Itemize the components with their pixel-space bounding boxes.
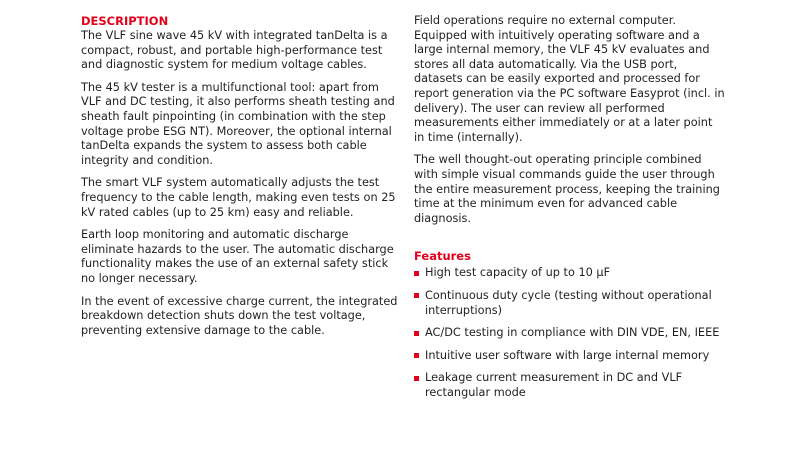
square-bullet-icon <box>414 376 419 381</box>
description-paragraph: The VLF sine wave 45 kV with integrated tanDelta is a compact, robust, and portable high-performance test and diagnostic system for medium voltage cables. <box>81 29 388 72</box>
feature-item <box>414 371 726 400</box>
square-bullet-icon <box>414 331 419 336</box>
description-paragraph: The 45 kV tester is a multifunctional tool: apart from VLF and DC testing, it also performs sheath testing and sheath fault pinpointing (in combination with the step voltage probe ESG NT). Moreover, the optional internal tanDelta expands the system to assess both cable integrity and condition. <box>81 80 395 167</box>
feature-text: High test capacity of up to 10 µF <box>425 266 611 280</box>
description-paragraph: The smart VLF system automatically adjusts the test frequency to the cable length, making even tests on 25 kV rated cables (up to 25 km) easy and reliable. <box>81 176 396 219</box>
feature-item <box>414 266 726 281</box>
feature-text: Continuous duty cycle (testing without operational interruptions) <box>425 288 712 317</box>
feature-item <box>414 349 726 364</box>
body-paragraph: Field operations require no external computer. Equipped with intuitively operating software and a large internal memory, the VLF 45 kV evaluates and stores all data automatically. Via the USB port, datasets can be easily exported and processed for report generation via the PC software Easyprot (incl. in delivery). The user can review all performed measurements either immediately or at a later point in time (internally). <box>414 14 725 144</box>
description-column <box>81 14 399 346</box>
description-heading: DESCRIPTION <box>81 14 169 28</box>
square-bullet-icon <box>414 271 419 276</box>
body-paragraph: The well thought-out operating principle combined with simple visual commands guide the user through the entire measurement process, keeping the training time at the minimum even for advanced cable diagnosis. <box>414 153 720 225</box>
features-list <box>414 266 726 400</box>
feature-item <box>414 289 726 318</box>
feature-item <box>414 326 726 341</box>
description-paragraph: In the event of excessive charge current, the integrated breakdown detection shuts down the test voltage, preventing extensive damage to the cable. <box>81 294 398 337</box>
feature-text: Intuitive user software with large internal memory <box>425 348 710 362</box>
feature-text: Leakage current measurement in DC and VLF rectangular mode <box>425 371 683 399</box>
right-column <box>414 14 726 408</box>
features-heading: Features <box>414 249 471 264</box>
square-bullet-icon <box>414 353 419 358</box>
square-bullet-icon <box>414 293 419 298</box>
feature-text: AC/DC testing in compliance with DIN VDE, EN, IEEE <box>425 326 720 340</box>
description-paragraph: Earth loop monitoring and automatic discharge eliminate hazards to the user. The automatic discharge functionality makes the use of an external safety stick no longer necessary. <box>81 228 394 285</box>
